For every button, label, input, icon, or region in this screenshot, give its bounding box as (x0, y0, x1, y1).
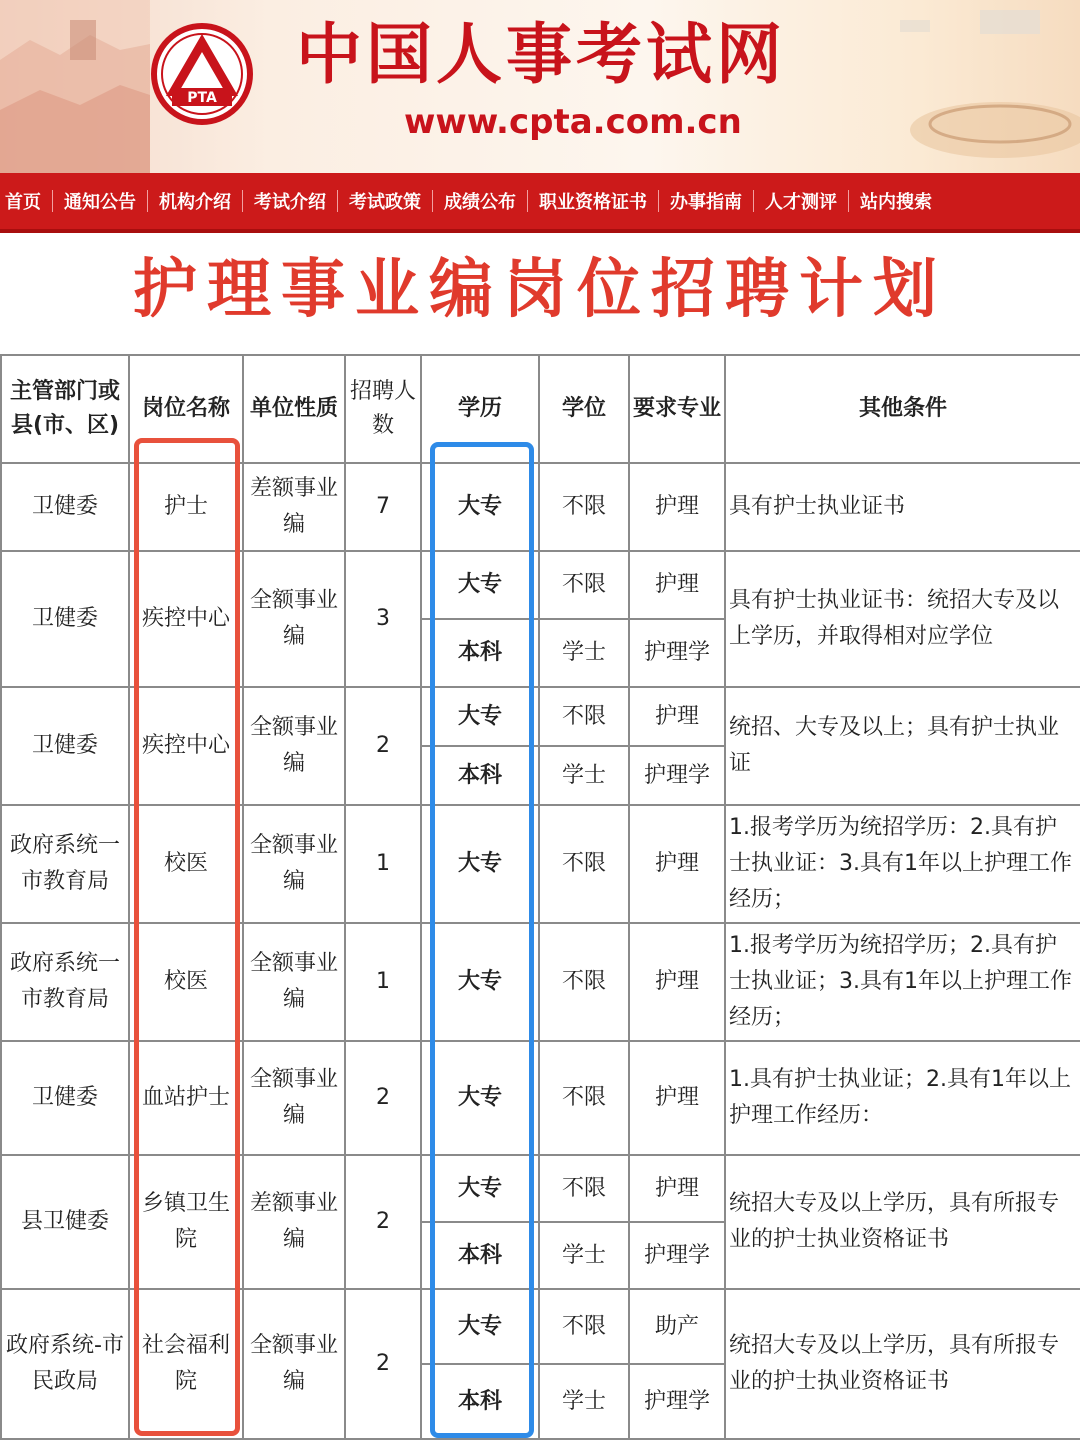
cell-degree: 学士 (539, 1222, 629, 1289)
cell-edu: 大专 (421, 1289, 539, 1364)
table-row (1, 687, 1080, 746)
cell-post: 血站护士 (129, 1041, 243, 1155)
nav-item[interactable]: 考试政策 (349, 192, 421, 213)
cell-major: 护理 (629, 1155, 725, 1222)
cell-degree: 不限 (539, 551, 629, 619)
nav-divider (753, 190, 754, 212)
cell-count: 1 (345, 923, 421, 1041)
nav-item[interactable]: 职业资格证书 (539, 192, 647, 213)
cell-other: 1.报考学历为统招学历；2.具有护士执业证；3.具有1年以上护理工作经历； (725, 923, 1080, 1041)
nav-divider (337, 190, 338, 212)
cell-post: 疾控中心 (129, 551, 243, 687)
table-row (1, 551, 1080, 619)
table-row (1, 1155, 1080, 1222)
cell-edu: 本科 (421, 1222, 539, 1289)
cell-post: 社会福利院 (129, 1289, 243, 1439)
pta-logo (150, 22, 254, 126)
cell-edu: 大专 (421, 923, 539, 1041)
cell-degree: 学士 (539, 1364, 629, 1439)
header-dept: 主管部门或县(市、区) (1, 355, 129, 463)
cell-other: 1.具有护士执业证；2.具有1年以上护理工作经历： (725, 1041, 1080, 1155)
cell-unit: 差额事业编 (243, 1155, 345, 1289)
cell-count: 2 (345, 687, 421, 805)
cell-major: 护理学 (629, 1222, 725, 1289)
cell-major: 护理 (629, 463, 725, 551)
cell-major: 助产 (629, 1289, 725, 1364)
main-nav (0, 173, 1080, 233)
cell-degree: 不限 (539, 463, 629, 551)
cell-count: 2 (345, 1041, 421, 1155)
table-row (1, 463, 1080, 551)
cell-unit: 差额事业编 (243, 463, 345, 551)
nav-item[interactable]: 站内搜索 (860, 192, 932, 213)
nav-item[interactable]: 成绩公布 (444, 192, 516, 213)
nav-item[interactable]: 考试介绍 (254, 192, 326, 213)
table-row (1, 805, 1080, 923)
cell-post: 乡镇卫生院 (129, 1155, 243, 1289)
cell-other: 1.报考学历为统招学历：2.具有护士执业证：3.具有1年以上护理工作经历； (725, 805, 1080, 923)
nav-item[interactable]: 人才测评 (765, 192, 837, 213)
cell-post: 护士 (129, 463, 243, 551)
nav-divider (432, 190, 433, 212)
nav-divider (848, 190, 849, 212)
cell-unit: 全额事业编 (243, 551, 345, 687)
cell-dept: 卫健委 (1, 1041, 129, 1155)
table-row (1, 1041, 1080, 1155)
nav-item[interactable]: 办事指南 (670, 192, 742, 213)
cell-other: 统招大专及以上学历，具有所报专业的护士执业资格证书 (725, 1155, 1080, 1289)
cell-edu: 大专 (421, 687, 539, 746)
cell-major: 护理 (629, 805, 725, 923)
cell-count: 2 (345, 1289, 421, 1439)
cell-dept: 卫健委 (1, 687, 129, 805)
header-count: 招聘人数 (345, 355, 421, 463)
logo-text: PTA (187, 90, 217, 106)
cell-degree: 不限 (539, 923, 629, 1041)
cell-count: 2 (345, 1155, 421, 1289)
cell-major: 护理学 (629, 746, 725, 805)
nav-list (0, 173, 1080, 229)
nav-divider (147, 190, 148, 212)
site-banner (0, 0, 1080, 173)
cell-other: 统招大专及以上学历，具有所报专业的护士执业资格证书 (725, 1289, 1080, 1439)
stadium-illustration (860, 0, 1080, 173)
cell-unit: 全额事业编 (243, 923, 345, 1041)
page-title: 护理事业编岗位招聘计划 (133, 253, 947, 327)
cell-edu: 本科 (421, 619, 539, 687)
cell-dept: 政府系统-市民政局 (1, 1289, 129, 1439)
cell-major: 护理学 (629, 1364, 725, 1439)
nav-divider (527, 190, 528, 212)
cell-dept: 政府系统一市教育局 (1, 923, 129, 1041)
cell-major: 护理 (629, 923, 725, 1041)
cell-major: 护理 (629, 1041, 725, 1155)
table-body (1, 463, 1080, 1439)
nav-divider (658, 190, 659, 212)
header-other: 其他条件 (725, 355, 1080, 463)
cell-major: 护理 (629, 551, 725, 619)
cell-degree: 不限 (539, 805, 629, 923)
site-title: 中国人事考试网 (296, 16, 786, 93)
cell-count: 1 (345, 805, 421, 923)
cell-degree: 不限 (539, 1289, 629, 1364)
cell-count: 3 (345, 551, 421, 687)
nav-divider (242, 190, 243, 212)
cell-edu: 大专 (421, 551, 539, 619)
cell-post: 校医 (129, 923, 243, 1041)
cell-dept: 县卫健委 (1, 1155, 129, 1289)
nav-item[interactable]: 机构介绍 (159, 192, 231, 213)
cell-unit: 全额事业编 (243, 805, 345, 923)
cell-dept: 卫健委 (1, 463, 129, 551)
cell-other: 统招、大专及以上；具有护士执业证 (725, 687, 1080, 805)
header-degree: 学位 (539, 355, 629, 463)
cell-post: 校医 (129, 805, 243, 923)
cell-edu: 本科 (421, 1364, 539, 1439)
cell-unit: 全额事业编 (243, 1041, 345, 1155)
cell-degree: 学士 (539, 619, 629, 687)
cell-other: 具有护士执业证书：统招大专及以上学历，并取得相对应学位 (725, 551, 1080, 687)
cell-degree: 学士 (539, 746, 629, 805)
header-unit: 单位性质 (243, 355, 345, 463)
cell-count: 7 (345, 463, 421, 551)
cell-post: 疾控中心 (129, 687, 243, 805)
cell-dept: 政府系统一市教育局 (1, 805, 129, 923)
table-row (1, 1289, 1080, 1364)
cell-other: 具有护士执业证书 (725, 463, 1080, 551)
cell-degree: 不限 (539, 1041, 629, 1155)
cell-edu: 大专 (421, 463, 539, 551)
recruitment-table (0, 354, 1080, 1440)
cell-unit: 全额事业编 (243, 1289, 345, 1439)
cell-edu: 大专 (421, 805, 539, 923)
site-url[interactable]: www.cpta.com.cn (404, 102, 742, 142)
nav-item[interactable]: 通知公告 (64, 192, 136, 213)
table-row (1, 923, 1080, 1041)
cell-edu: 大专 (421, 1155, 539, 1222)
cell-degree: 不限 (539, 1155, 629, 1222)
header-edu: 学历 (421, 355, 539, 463)
nav-divider (52, 190, 53, 212)
cell-major: 护理学 (629, 619, 725, 687)
cell-edu: 本科 (421, 746, 539, 805)
header-post: 岗位名称 (129, 355, 243, 463)
header-major: 要求专业 (629, 355, 725, 463)
cell-major: 护理 (629, 687, 725, 746)
cell-dept: 卫健委 (1, 551, 129, 687)
nav-item[interactable]: 首页 (5, 192, 41, 213)
cell-unit: 全额事业编 (243, 687, 345, 805)
great-wall-illustration (0, 0, 150, 173)
header-row (1, 355, 1080, 463)
cell-degree: 不限 (539, 687, 629, 746)
cell-edu: 大专 (421, 1041, 539, 1155)
